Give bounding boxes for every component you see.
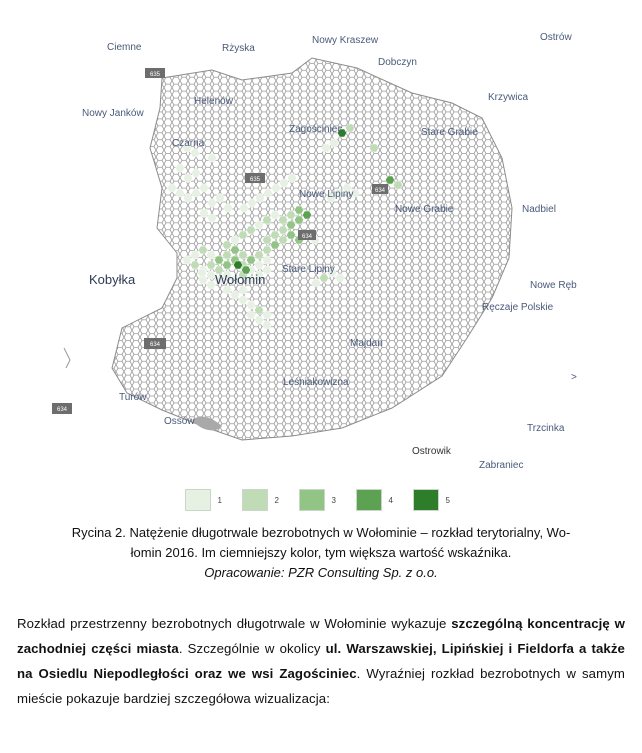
shaded-cell bbox=[222, 286, 231, 294]
shaded-cell bbox=[393, 181, 402, 189]
shaded-cell bbox=[254, 306, 263, 314]
shaded-cell bbox=[262, 216, 271, 224]
shaded-cell bbox=[254, 316, 263, 324]
shaded-cell bbox=[238, 296, 247, 304]
shaded-cell bbox=[321, 144, 330, 152]
caption-source: Opracowanie: PZR Consulting Sp. z o.o. bbox=[204, 565, 438, 580]
shaded-cell bbox=[286, 231, 295, 239]
svg-text:634: 634 bbox=[374, 188, 386, 194]
shaded-cell bbox=[278, 216, 287, 224]
place-label: Wołomin bbox=[215, 272, 266, 287]
shaded-cell bbox=[345, 124, 354, 132]
shaded-cell bbox=[262, 236, 271, 244]
text-run: . Szczególnie w okolicy bbox=[178, 641, 326, 656]
shaded-cell bbox=[230, 291, 239, 299]
map-canvas bbox=[12, 8, 630, 486]
shaded-cell bbox=[262, 246, 271, 254]
place-label: Turów bbox=[119, 392, 147, 403]
shaded-cell bbox=[262, 256, 271, 264]
shaded-cell bbox=[206, 261, 215, 269]
place-label: Ostrowik bbox=[412, 446, 451, 457]
svg-text:635: 635 bbox=[249, 177, 261, 183]
shaded-cell bbox=[207, 154, 216, 162]
shaded-cell bbox=[175, 164, 184, 172]
road-marker bbox=[144, 338, 166, 349]
shaded-cell bbox=[246, 226, 255, 234]
figure-caption bbox=[0, 523, 642, 583]
lake bbox=[64, 348, 70, 368]
shaded-cell bbox=[222, 251, 231, 259]
place-label: ˃ bbox=[571, 372, 577, 383]
place-label: Nowy Janków bbox=[82, 108, 144, 119]
shaded-cell bbox=[262, 321, 271, 329]
caption-line: Rycina 2. Natężenie długotrwale bezrobotnych w Wołominie – rozkład terytorialny, Wo- bbox=[71, 525, 571, 540]
text-run-bold: ul. Warszawskiej, Lipińskiej i Fieldorfa a także na Osiedlu Niepodległości oraz we wsi Zagościniec bbox=[17, 641, 625, 681]
legend-label: 3 bbox=[331, 495, 336, 505]
shaded-cell bbox=[287, 174, 296, 182]
shaded-cell bbox=[294, 206, 303, 214]
shaded-cell bbox=[238, 286, 247, 294]
legend-item bbox=[299, 489, 344, 511]
place-label: Krzywica bbox=[488, 92, 529, 103]
legend-swatch bbox=[356, 489, 382, 511]
place-label: Kobyłka bbox=[89, 272, 136, 287]
shaded-cell bbox=[246, 256, 255, 264]
shaded-cell bbox=[198, 246, 207, 254]
shaded-cell bbox=[271, 184, 280, 192]
shaded-cell bbox=[199, 209, 208, 217]
shaded-cell bbox=[182, 256, 191, 264]
shaded-cell bbox=[286, 221, 295, 229]
shaded-cell bbox=[278, 236, 287, 244]
legend-label: 4 bbox=[388, 495, 393, 505]
place-label: Czarna bbox=[172, 138, 205, 149]
shaded-cell bbox=[302, 211, 311, 219]
place-label: Ossów bbox=[164, 416, 195, 427]
place-label: Leśniakowizna bbox=[283, 377, 349, 388]
shaded-cell bbox=[254, 251, 263, 259]
legend-swatch bbox=[185, 489, 211, 511]
shaded-cell bbox=[254, 261, 263, 269]
place-label: Trzcinka bbox=[527, 423, 565, 434]
shaded-cell bbox=[207, 199, 216, 207]
place-label: Nowy Kraszew bbox=[312, 35, 379, 46]
road-marker bbox=[52, 403, 72, 414]
shaded-cell bbox=[369, 144, 378, 152]
shaded-cell bbox=[254, 221, 263, 229]
legend-swatch bbox=[242, 489, 268, 511]
text-run-bold: szczególną koncentrację w zachodniej części miasta bbox=[17, 616, 625, 656]
place-label: Zagościniec bbox=[289, 124, 343, 135]
map-legend bbox=[0, 486, 642, 514]
shaded-cell bbox=[238, 251, 247, 259]
shaded-cell bbox=[190, 261, 199, 269]
shaded-cell bbox=[311, 279, 320, 287]
shaded-cell bbox=[175, 189, 184, 197]
shaded-cell bbox=[222, 261, 231, 269]
place-label: Rżyska bbox=[222, 43, 255, 54]
place-label: Nowe Lipiny bbox=[299, 189, 354, 200]
legend-swatch bbox=[299, 489, 325, 511]
shaded-cell bbox=[222, 241, 231, 249]
place-label: Stare Grabie bbox=[421, 127, 478, 138]
svg-text:634: 634 bbox=[149, 342, 161, 348]
shaded-cell bbox=[206, 251, 215, 259]
svg-text:634: 634 bbox=[56, 407, 68, 413]
shaded-cell bbox=[191, 189, 200, 197]
shaded-cell bbox=[246, 311, 255, 319]
shaded-cell bbox=[199, 184, 208, 192]
shaded-cell bbox=[262, 311, 271, 319]
caption-line: łomin 2016. Im ciemniejszy kolor, tym większa wartość wskaźnika. bbox=[130, 545, 512, 560]
legend-label: 2 bbox=[274, 495, 279, 505]
shaded-cell bbox=[215, 194, 224, 202]
shaded-cell bbox=[319, 274, 328, 282]
shaded-cell bbox=[270, 231, 279, 239]
shaded-cell bbox=[385, 176, 394, 184]
road-marker bbox=[298, 230, 316, 240]
svg-text:635: 635 bbox=[149, 72, 161, 78]
body-paragraph bbox=[17, 611, 625, 711]
shaded-cell bbox=[207, 214, 216, 222]
shaded-cell bbox=[233, 261, 242, 269]
legend-item bbox=[413, 489, 458, 511]
shaded-cell bbox=[294, 216, 303, 224]
shaded-cell bbox=[247, 199, 256, 207]
place-label: Dobczyn bbox=[378, 57, 417, 68]
place-label: Zabraniec bbox=[479, 460, 524, 471]
shaded-cell bbox=[246, 301, 255, 309]
shaded-cell bbox=[223, 204, 232, 212]
shaded-cell bbox=[230, 236, 239, 244]
road-marker bbox=[245, 173, 265, 183]
shaded-cell bbox=[270, 241, 279, 249]
shaded-cell bbox=[255, 194, 264, 202]
shaded-cell bbox=[278, 226, 287, 234]
legend-item bbox=[356, 489, 401, 511]
place-label: Majdan bbox=[350, 338, 383, 349]
road-marker bbox=[372, 184, 388, 194]
place-label: Nowe Ręb bbox=[530, 280, 577, 291]
shaded-cell bbox=[183, 194, 192, 202]
shaded-cell bbox=[270, 211, 279, 219]
shaded-cell bbox=[239, 204, 248, 212]
svg-text:634: 634 bbox=[301, 234, 313, 240]
legend-label: 1 bbox=[217, 495, 222, 505]
choropleth-map bbox=[12, 8, 630, 486]
place-label: Nowe Grabie bbox=[395, 204, 454, 215]
place-label: Ostrów bbox=[540, 32, 572, 43]
place-label: Ręczaje Polskie bbox=[482, 302, 554, 313]
text-run: . Wyraźniej rozkład bezrobotnych w samym mieście pokazuje bardziej szczegółowa wizualizacja: bbox=[17, 666, 625, 706]
shaded-cell bbox=[230, 246, 239, 254]
shaded-cell bbox=[190, 251, 199, 259]
shaded-cell bbox=[214, 256, 223, 264]
legend-label: 5 bbox=[445, 495, 450, 505]
road-marker bbox=[145, 68, 165, 78]
shaded-cell bbox=[335, 274, 344, 282]
place-label: Helenów bbox=[194, 96, 233, 107]
shaded-cell bbox=[329, 139, 338, 147]
legend-item bbox=[242, 489, 287, 511]
legend-item bbox=[185, 489, 230, 511]
shaded-cell bbox=[167, 184, 176, 192]
shaded-cell bbox=[197, 269, 206, 277]
shaded-cell bbox=[279, 179, 288, 187]
legend-swatch bbox=[413, 489, 439, 511]
shaded-cell bbox=[263, 189, 272, 197]
shaded-cell bbox=[191, 169, 200, 177]
place-label: Ciemne bbox=[107, 42, 142, 53]
shaded-cell bbox=[238, 231, 247, 239]
place-label: Nadbiel bbox=[522, 204, 556, 215]
text-run: Rozkład przestrzenny bezrobotnych długotrwale w Wołominie wykazuje bbox=[17, 616, 452, 631]
shaded-cell bbox=[190, 149, 199, 157]
shaded-cell bbox=[286, 211, 295, 219]
shaded-cell bbox=[183, 174, 192, 182]
place-label: Stare Lipiny bbox=[282, 264, 335, 275]
